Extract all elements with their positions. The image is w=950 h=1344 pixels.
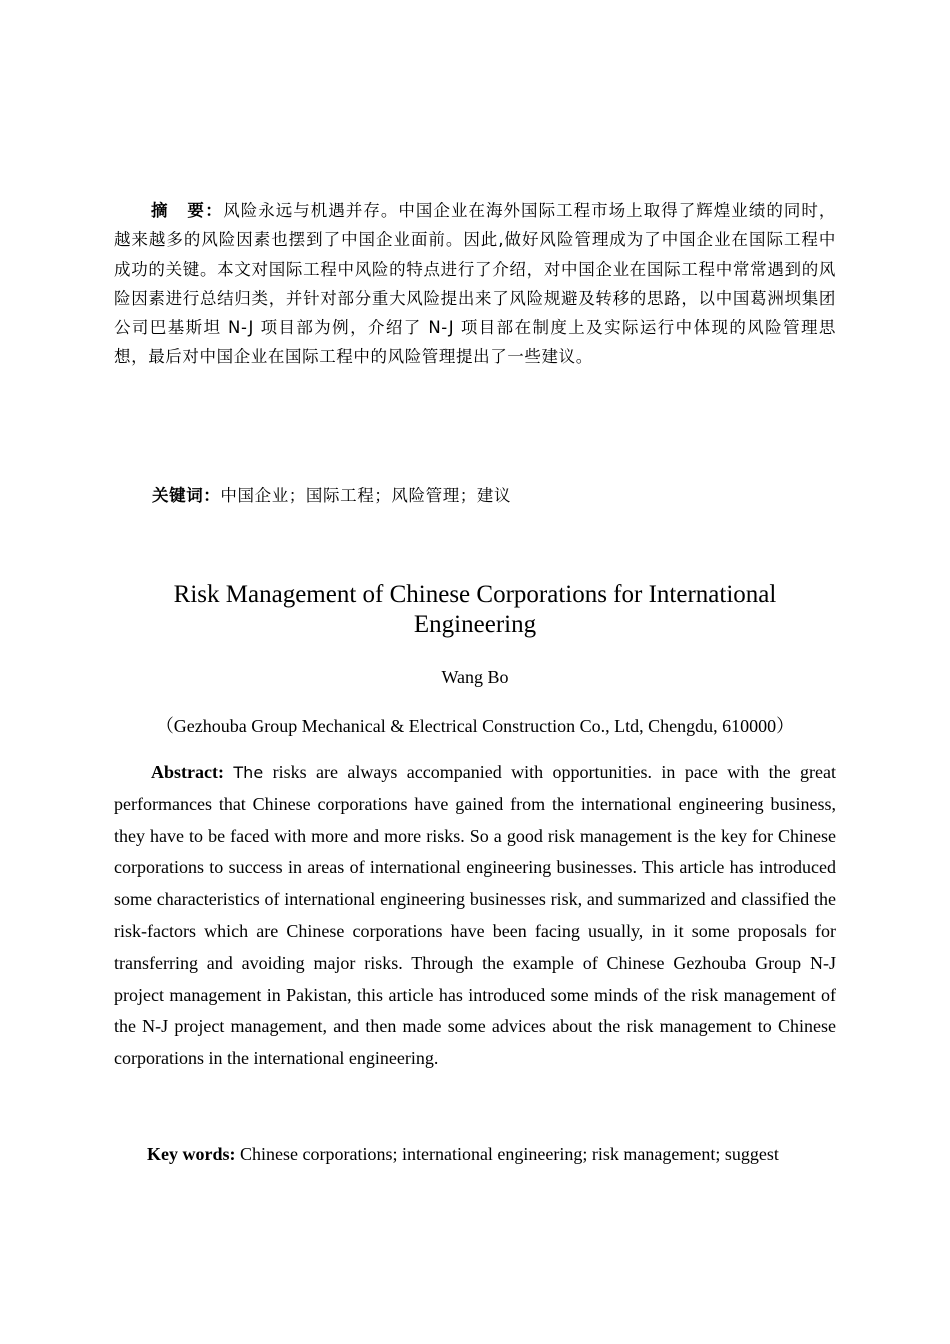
english-keywords-text: Chinese corporations; international engineering; risk management; suggest — [240, 1144, 779, 1164]
english-abstract-label: Abstract: — [151, 762, 224, 782]
english-abstract-text: risks are always accompanied with opportunities. in pace with the great performances that Chinese corporations have gained from the international engineering business, they have to be faced with more and more risks. So a good risk management is the key for Chinese corporations to success in areas of international engineering businesses. This article has introduced some characteristics of international engineering businesses risk, and summarized and classified the risk-factors which are Chinese corporations have been facing usually, in it some proposals for transferring and avoiding major risks. Through the example of Chinese Gezhouba Group N-J project management in Pakistan, this article has introduced some minds of the risk management of the N-J project management, and then made some advices about the risk management to Chinese corporations in the international engineering. — [114, 762, 837, 1069]
chinese-abstract — [114, 196, 836, 372]
chinese-abstract-label: 摘 要： — [151, 201, 224, 220]
chinese-keywords — [152, 482, 511, 510]
chinese-keywords-text: 中国企业；国际工程；风险管理；建议 — [220, 486, 512, 505]
english-title: Risk Management of Chinese Corporations for International Engineering — [173, 581, 777, 638]
author-affiliation: （Gezhouba Group Mechanical & Electrical Construction Co., Ltd, Chengdu, 610000） — [155, 716, 795, 736]
chinese-keywords-label: 关键词： — [152, 486, 221, 505]
author-name: Wang Bo — [441, 667, 509, 687]
chinese-abstract-text: 风险永远与机遇并存。中国企业在海外国际工程市场上取得了辉煌业绩的同时，越来越多的风险因素也摆到了中国企业面前。因此,做好风险管理成为了中国企业在国际工程中成功的关键。本文对国际工程中风险的特点进行了介绍，对中国企业在国际工程中常常遇到的风险因素进行总结归类，并针对部分重大风险提出来了风险规避及转移的思路，以中国葛洲坝集团公司巴基斯坦 N-J 项目部为例，介绍了 N-J 项目部在制度上及实际运行中体现的风险管理思想，最后对中国企业在国际工程中的风险管理提出了一些建议。 — [114, 201, 837, 367]
english-keywords — [147, 1141, 779, 1167]
english-abstract — [114, 757, 836, 1075]
english-abstract-lead-word: The — [233, 763, 264, 782]
english-keywords-label: Key words: — [147, 1144, 236, 1164]
